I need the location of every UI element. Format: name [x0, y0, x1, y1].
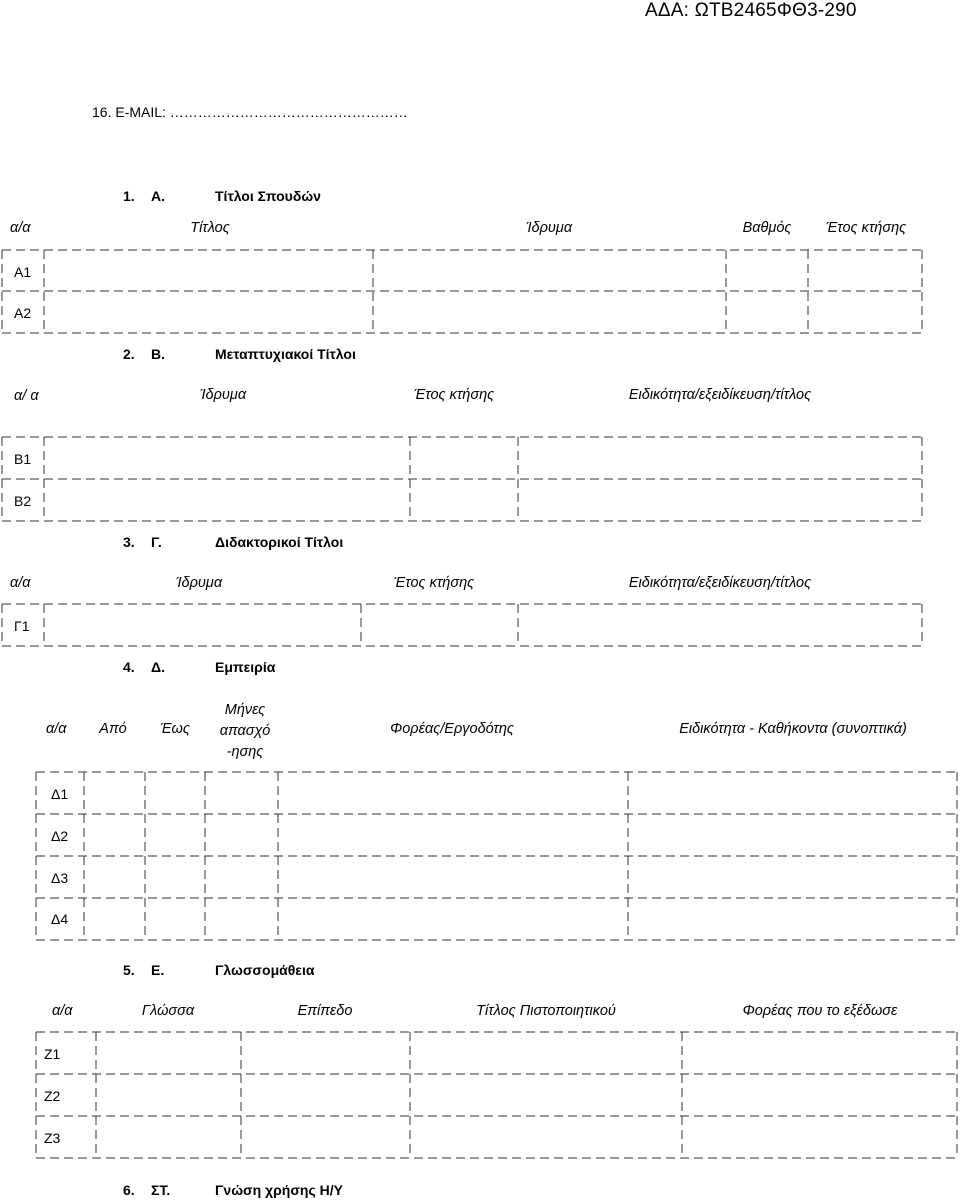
header-a-grade: Βαθμός	[742, 220, 792, 236]
section-a-heading	[123, 188, 321, 204]
section-st-number: 6.	[123, 1182, 135, 1198]
section-g-letter: Γ.	[151, 534, 162, 550]
row-b1-label: Β1	[14, 451, 32, 467]
header-b-institution: Ίδρυμα	[199, 387, 247, 403]
section-d-number: 4.	[123, 659, 135, 675]
header-b-aa: α/ α	[14, 388, 39, 404]
header-d-duties: Ειδικότητα - Καθήκοντα (συνοπτικά)	[679, 721, 907, 737]
section-d-letter: Δ.	[151, 659, 165, 675]
header-e-language: Γλώσσα	[141, 1003, 195, 1019]
section-e-letter: Ε.	[151, 962, 165, 978]
section-a-letter: Α.	[151, 188, 165, 204]
header-b-year: Έτος κτήσης	[413, 387, 495, 403]
row-a2-label: Α2	[14, 305, 32, 321]
row-d2-label: Δ2	[51, 828, 69, 844]
section-g-number: 3.	[123, 534, 135, 550]
section-a-number: 1.	[123, 188, 135, 204]
row-d3-label: Δ3	[51, 870, 69, 886]
header-e-level: Επίπεδο	[297, 1003, 353, 1019]
ada-code: ΑΔΑ: ΩΤΒ2465ΦΘ3-290	[645, 0, 857, 21]
section-b-letter: Β.	[151, 346, 165, 362]
row-g1-label: Γ1	[14, 618, 30, 634]
header-g-year: Έτος κτήσης	[393, 575, 475, 591]
header-e-issuer: Φορέας που το εξέδωσε	[742, 1003, 898, 1019]
header-a-year: Έτος κτήσης	[825, 220, 907, 236]
row-b2-label: Β2	[14, 493, 32, 509]
header-g-institution: Ίδρυμα	[175, 575, 223, 591]
section-g-heading	[123, 534, 343, 550]
section-st-letter: ΣΤ.	[151, 1182, 171, 1198]
header-a-title: Τίτλος	[190, 220, 230, 236]
section-b-title: Μεταπτυχιακοί Τίτλοι	[215, 346, 356, 362]
header-d-from: Από	[99, 721, 127, 737]
header-e-aa: α/α	[52, 1003, 73, 1019]
row-d4-label: Δ4	[51, 911, 69, 927]
section-st-heading	[123, 1182, 343, 1198]
section-d-title: Εμπειρία	[215, 659, 276, 675]
header-a-institution: Ίδρυμα	[525, 220, 573, 236]
header-e-certificate: Τίτλος Πιστοποιητικού	[476, 1003, 616, 1019]
row-z1-label: Ζ1	[44, 1046, 61, 1062]
header-d-employer: Φορέας/Εργοδότης	[390, 721, 514, 737]
row-z2-label: Ζ2	[44, 1088, 61, 1104]
section-b-number: 2.	[123, 346, 135, 362]
section-e-heading	[123, 962, 314, 978]
row-z3-label: Ζ3	[44, 1130, 61, 1146]
section-a-title: Τίτλοι Σπουδών	[215, 188, 321, 204]
header-a-aa: α/α	[10, 220, 31, 236]
row-a1-label: Α1	[14, 264, 32, 280]
row-d1-label: Δ1	[51, 786, 69, 802]
section-b-heading	[123, 346, 356, 362]
email-field-line[interactable]: 16. E-MAIL: ……………………………………………	[92, 104, 408, 120]
section-d-heading	[123, 659, 275, 675]
section-g-title: Διδακτορικοί Τίτλοι	[215, 534, 344, 550]
header-g-aa: α/α	[10, 575, 31, 591]
header-d-aa: α/α	[46, 721, 67, 737]
header-d-months: Μήνες απασχό -ησης	[219, 702, 271, 760]
section-e-number: 5.	[123, 962, 135, 978]
header-g-specialty: Ειδικότητα/εξειδίκευση/τίτλος	[628, 575, 812, 591]
section-e-title: Γλωσσομάθεια	[215, 962, 315, 978]
section-st-title: Γνώση χρήσης Η/Υ	[215, 1182, 343, 1198]
header-d-to: Έως	[160, 721, 190, 737]
header-b-specialty: Ειδικότητα/εξειδίκευση/τίτλος	[628, 387, 812, 403]
